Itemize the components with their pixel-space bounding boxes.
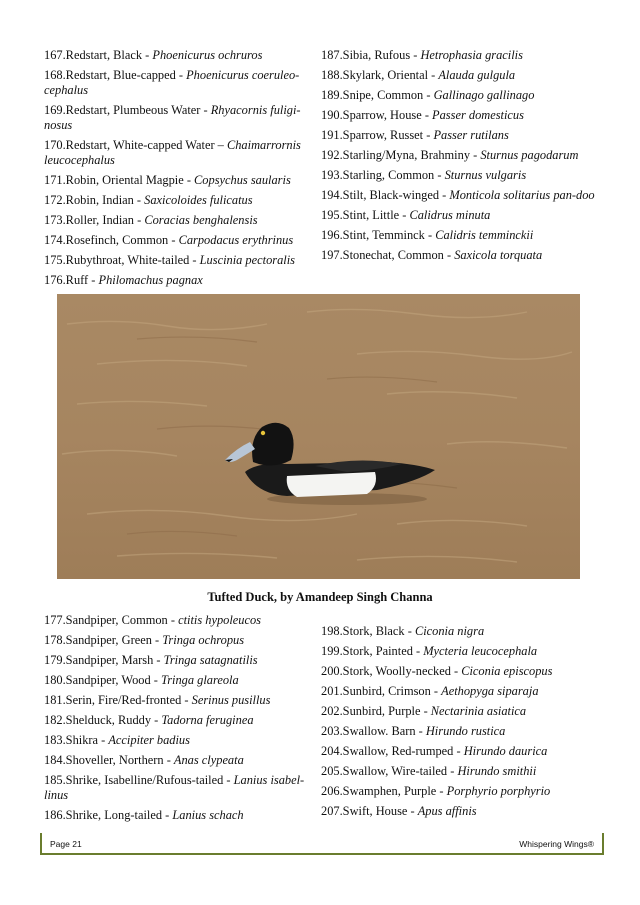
common-name: 179.Sandpiper, Marsh - — [44, 653, 164, 667]
scientific-name: Phoenicurus ochruros — [152, 48, 263, 62]
scientific-name: ctitis hypoleucos — [178, 613, 262, 627]
species-entry — [44, 753, 316, 768]
species-entry — [321, 664, 599, 679]
scientific-name: Sturnus pagodarum — [480, 148, 579, 162]
scientific-name: Accipiter badius — [108, 733, 190, 747]
common-name: 173.Roller, Indian - — [44, 213, 145, 227]
water-surface — [57, 294, 580, 579]
scientific-name: Copsychus saularis — [194, 173, 291, 187]
scientific-name: Calidris temminckii — [435, 228, 534, 242]
common-name: 183.Shikra - — [44, 733, 109, 747]
species-list-bottom-right — [321, 624, 599, 824]
scientific-name: Carpodacus erythrinus — [178, 233, 294, 247]
common-name: 169.Redstart, Plumbeous Water - — [44, 103, 211, 117]
scientific-name: Tadorna feruginea — [161, 713, 254, 727]
species-entry — [321, 644, 599, 659]
species-list-bottom-left — [44, 613, 316, 828]
common-name: 172.Robin, Indian - — [44, 193, 145, 207]
common-name: 168.Redstart, Blue-capped - — [44, 68, 187, 82]
species-entry — [44, 808, 316, 823]
photo-caption: Tufted Duck, by Amandeep Singh Channa — [207, 590, 433, 604]
common-name: 184.Shoveller, Northern - — [44, 753, 174, 767]
common-name: 201.Sunbird, Crimson - — [321, 684, 442, 698]
magazine-name: Whispering Wings® — [519, 839, 594, 849]
species-entry — [44, 673, 316, 688]
scientific-name: Aethopyga siparaja — [441, 684, 539, 698]
species-entry — [44, 213, 316, 228]
species-entry — [44, 253, 316, 268]
scientific-name: Hirundo daurica — [463, 744, 548, 758]
species-entry — [321, 228, 599, 243]
scientific-name: Mycteria leucocephala — [423, 644, 538, 658]
species-entry — [321, 248, 599, 263]
scientific-name: Monticola solitarius pan-doo — [449, 188, 595, 202]
species-entry — [321, 168, 599, 183]
common-name: 205.Swallow, Wire-tailed - — [321, 764, 458, 778]
common-name: 202.Sunbird, Purple - — [321, 704, 431, 718]
scientific-name: Tringa ochropus — [162, 633, 245, 647]
common-name: 167.Redstart, Black - — [44, 48, 153, 62]
scientific-name: Anas clypeata — [173, 753, 244, 767]
common-name: 197.Stonechat, Common - — [321, 248, 455, 262]
species-entry — [321, 684, 599, 699]
scientific-name: Chaimarrornis leucocephalus — [44, 138, 301, 167]
scientific-name: Phoenicurus coeruleo-cephalus — [44, 68, 300, 97]
common-name: 180.Sandpiper, Wood - — [44, 673, 162, 687]
scientific-name: Passer rutilans — [433, 128, 509, 142]
common-name: 185.Shrike, Isabelline/Rufous-tailed - — [44, 773, 234, 787]
species-entry — [321, 88, 599, 103]
common-name: 203.Swallow. Barn - — [321, 724, 426, 738]
species-entry — [321, 804, 599, 819]
species-entry — [321, 764, 599, 779]
tufted-duck-photo — [57, 294, 580, 579]
species-entry — [321, 188, 599, 203]
scientific-name: Luscinia pectoralis — [199, 253, 295, 267]
common-name: 186.Shrike, Long-tailed - — [44, 808, 173, 822]
common-name: 206.Swamphen, Purple - — [321, 784, 447, 798]
common-name: 198.Stork, Black - — [321, 624, 415, 638]
species-entry — [321, 128, 599, 143]
species-list-top-left — [44, 48, 316, 293]
species-entry — [44, 693, 316, 708]
common-name: 196.Stint, Temminck - — [321, 228, 436, 242]
scientific-name: Porphyrio porphyrio — [446, 784, 551, 798]
species-entry — [44, 733, 316, 748]
common-name: 187.Sibia, Rufous - — [321, 48, 421, 62]
scientific-name: Philomachus pagnax — [98, 273, 203, 287]
species-entry — [321, 68, 599, 83]
species-entry — [44, 273, 316, 288]
scientific-name: Tringa glareola — [161, 673, 239, 687]
species-entry — [321, 48, 599, 63]
page-footer — [40, 833, 604, 855]
common-name: 177.Sandpiper, Common - — [44, 613, 179, 627]
species-entry — [44, 68, 316, 98]
scientific-name: Apus affinis — [417, 804, 477, 818]
common-name: 191.Sparrow, Russet - — [321, 128, 434, 142]
species-entry — [44, 138, 316, 168]
scientific-name: Serinus pusillus — [191, 693, 271, 707]
scientific-name: Gallinago gallinago — [433, 88, 535, 102]
scientific-name: Hirundo rustica — [425, 724, 506, 738]
scientific-name: Ciconia episcopus — [461, 664, 553, 678]
common-name: 181.Serin, Fire/Red-fronted - — [44, 693, 192, 707]
common-name: 193.Starling, Common - — [321, 168, 445, 182]
page-number: Page 21 — [50, 839, 82, 849]
scientific-name: Coracias benghalensis — [144, 213, 258, 227]
common-name: 207.Swift, House - — [321, 804, 418, 818]
scientific-name: Saxicoloides fulicatus — [144, 193, 253, 207]
species-entry — [44, 48, 316, 63]
scientific-name: Lanius isabel-linus — [44, 773, 305, 802]
scientific-name: Sturnus vulgaris — [444, 168, 527, 182]
species-entry — [321, 624, 599, 639]
common-name: 178.Sandpiper, Green - — [44, 633, 163, 647]
common-name: 200.Stork, Woolly-necked - — [321, 664, 462, 678]
species-entry — [321, 724, 599, 739]
scientific-name: Nectarinia asiatica — [430, 704, 527, 718]
common-name: 174.Rosefinch, Common - — [44, 233, 179, 247]
species-entry — [44, 653, 316, 668]
common-name: 188.Skylark, Oriental - — [321, 68, 439, 82]
scientific-name: Ciconia nigra — [414, 624, 485, 638]
common-name: 176.Ruff - — [44, 273, 99, 287]
species-entry — [321, 704, 599, 719]
scientific-name: Rhyacornis fuligi-nosus — [44, 103, 301, 132]
species-entry — [44, 633, 316, 648]
species-entry — [321, 208, 599, 223]
species-entry — [44, 773, 316, 803]
common-name: 182.Shelduck, Ruddy - — [44, 713, 162, 727]
species-entry — [44, 193, 316, 208]
common-name: 204.Swallow, Red-rumped - — [321, 744, 464, 758]
species-entry — [44, 613, 316, 628]
common-name: 170.Redstart, White-capped Water – — [44, 138, 227, 152]
common-name: 189.Snipe, Common - — [321, 88, 434, 102]
species-entry — [44, 173, 316, 188]
species-entry — [44, 713, 316, 728]
common-name: 175.Rubythroat, White-tailed - — [44, 253, 200, 267]
species-entry — [44, 233, 316, 248]
scientific-name: Passer domesticus — [432, 108, 524, 122]
species-entry — [321, 744, 599, 759]
species-entry — [321, 784, 599, 799]
common-name: 190.Sparrow, House - — [321, 108, 433, 122]
scientific-name: Lanius schach — [172, 808, 244, 822]
scientific-name: Tringa satagnatilis — [163, 653, 258, 667]
species-entry — [321, 108, 599, 123]
common-name: 194.Stilt, Black-winged - — [321, 188, 450, 202]
scientific-name: Hirundo smithii — [457, 764, 537, 778]
scientific-name: Hetrophasia gracilis — [420, 48, 523, 62]
common-name: 195.Stint, Little - — [321, 208, 410, 222]
common-name: 199.Stork, Painted - — [321, 644, 424, 658]
common-name: 171.Robin, Oriental Magpie - — [44, 173, 195, 187]
species-entry — [44, 103, 316, 133]
common-name: 192.Starling/Myna, Brahminy - — [321, 148, 481, 162]
scientific-name: Alauda gulgula — [438, 68, 516, 82]
species-entry — [321, 148, 599, 163]
scientific-name: Calidrus minuta — [409, 208, 491, 222]
scientific-name: Saxicola torquata — [454, 248, 543, 262]
species-list-top-right — [321, 48, 599, 268]
